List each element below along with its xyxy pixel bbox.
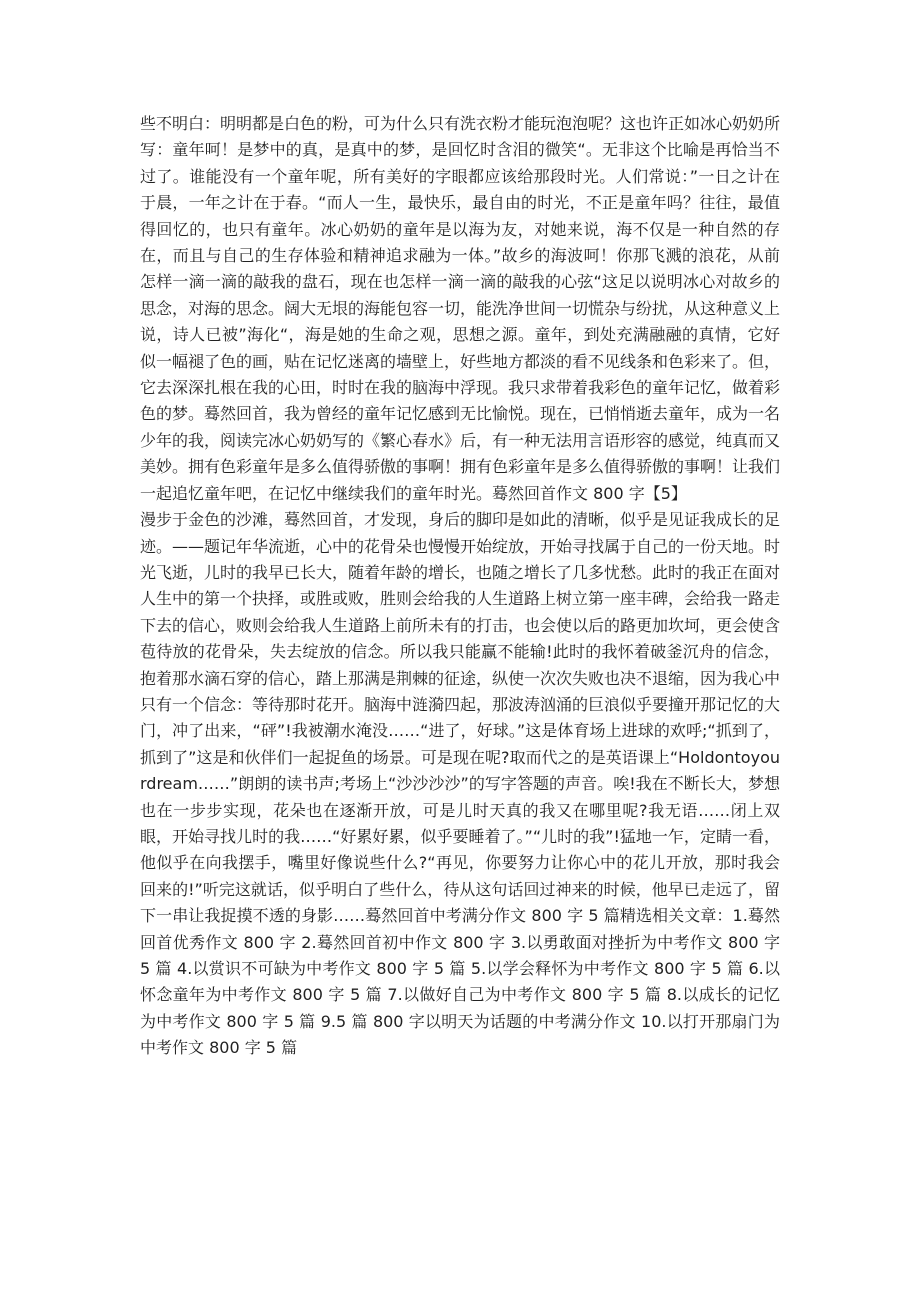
essay-paragraph-1: 些不明白：明明都是白色的粉，可为什么只有洗衣粉才能玩泡泡呢？这也许正如冰心奶奶所写：童年呵！是梦中的真，是真中的梦，是回忆时含泪的微笑“。无非这个比喻是再恰当不过了。谁能没有一个童年呢，所有美好的字眼都应该给那段时光。人们常说：”一日之计在于晨，一年之计在于春。“而人一生，最快乐，最自由的时光，不正是童年吗？往往，最值得回忆的，也只有童年。冰心奶奶的童年是以海为友，对她来说，海不仅是一种自然的存在，而且与自己的生存体验和精神追求融为一体。”故乡的海波呵！你那飞溅的浪花，从前怎样一滴一滴的敲我的盘石，现在也怎样一滴一滴的敲我的心弦“这足以说明冰心对故乡的思念，对海的思念。阔大无垠的海能包容一切，能洗净世间一切慌杂与纷扰，从这种意义上说，诗人已被”海化“，海是她的生命之观，思想之源。童年，到处充满融融的真情，它好似一幅褪了色的画，贴在记忆迷离的墙壁上，好些地方都淡的看不见线条和色彩来了。但，它去深深扎根在我的心田，时时在我的脑海中浮现。我只求带着我彩色的童年记忆，做着彩色的梦。蓦然回首，我为曾经的童年记忆感到无比愉悦。现在，已悄悄逝去童年，成为一名少年的我，阅读完冰心奶奶写的《繁心春水》后，有一种无法用言语形容的感觉，纯真而又美妙。拥有色彩童年是多么值得骄傲的事啊！拥有色彩童年是多么值得骄傲的事啊！让我们一起追忆童年吧，在记忆中继续我们的童年时光。蓦然回首作文 800 字【5】	[140, 114, 781, 503]
essay-text	[140, 111, 780, 1062]
essay-paragraph-2: 漫步于金色的沙滩，蓦然回首，才发现，身后的脚印是如此的清晰，似乎是见证我成长的足迹。——题记年华流逝，心中的花骨朵也慢慢开始绽放，开始寻找属于自己的一份天地。时光飞逝，儿时的我早已长大，随着年龄的增长，也随之增长了几多忧愁。此时的我正在面对人生中的第一个抉择，或胜或败，胜则会给我的人生道路上树立第一座丰碑，会给我一路走下去的信心，败则会给我人生道路上前所未有的打击，也会使以后的路更加坎坷，更会使含苞待放的花骨朵，失去绽放的信念。所以我只能赢不能输!此时的我怀着破釜沉舟的信念，抱着那水滴石穿的信心，踏上那满是荆棘的征途，纵使一次次失败也决不退缩，因为我心中只有一个信念：等待那时花开。脑海中涟漪四起，那波涛汹涌的巨浪似乎要撞开那记忆的大门，冲了出来，“砰”!我被潮水淹没……“进了，好球。”这是体育场上进球的欢呼;“抓到了，抓到了”这是和伙伴们一起捉鱼的场景。可是现在呢?取而代之的是英语课上“Holdontoyourdream……”朗朗的读书声;考场上“沙沙沙沙”的写字答题的声音。唉!我在不断长大，梦想也在一步步实现，花朵也在逐渐开放，可是儿时天真的我又在哪里呢?我无语……闭上双眼，开始寻找儿时的我……“好累好累，似乎要睡着了。”“儿时的我”!猛地一乍，定睛一看，他似乎在向我摆手，嘴里好像说些什么?“再见，你要努力让你心中的花儿开放，那时我会回来的!”听完这就话，似乎明白了些什么，待从这句话回过神来的时候，他早已走远了，留下一串让我捉摸不透的身影……蓦然回首中考满分作文 800 字 5 篇精选相关文章：1.蓦然回首优秀作文 800 字 2.蓦然回首初中作文 800 字 3.以勇敢面对挫折为中考作文 800 字 5 篇 4.以赏识不可缺为中考作文 800 字 5 篇 5.以学会释怀为中考作文 800 字 5 篇 6.以怀念童年为中考作文 800 字 5 篇 7.以做好自己为中考作文 800 字 5 篇 8.以成长的记忆为中考作文 800 字 5 篇 9.5 篇 800 字以明天为话题的中考满分作文 10.以打开那扇门为中考作文 800 字 5 篇	[140, 510, 781, 1058]
